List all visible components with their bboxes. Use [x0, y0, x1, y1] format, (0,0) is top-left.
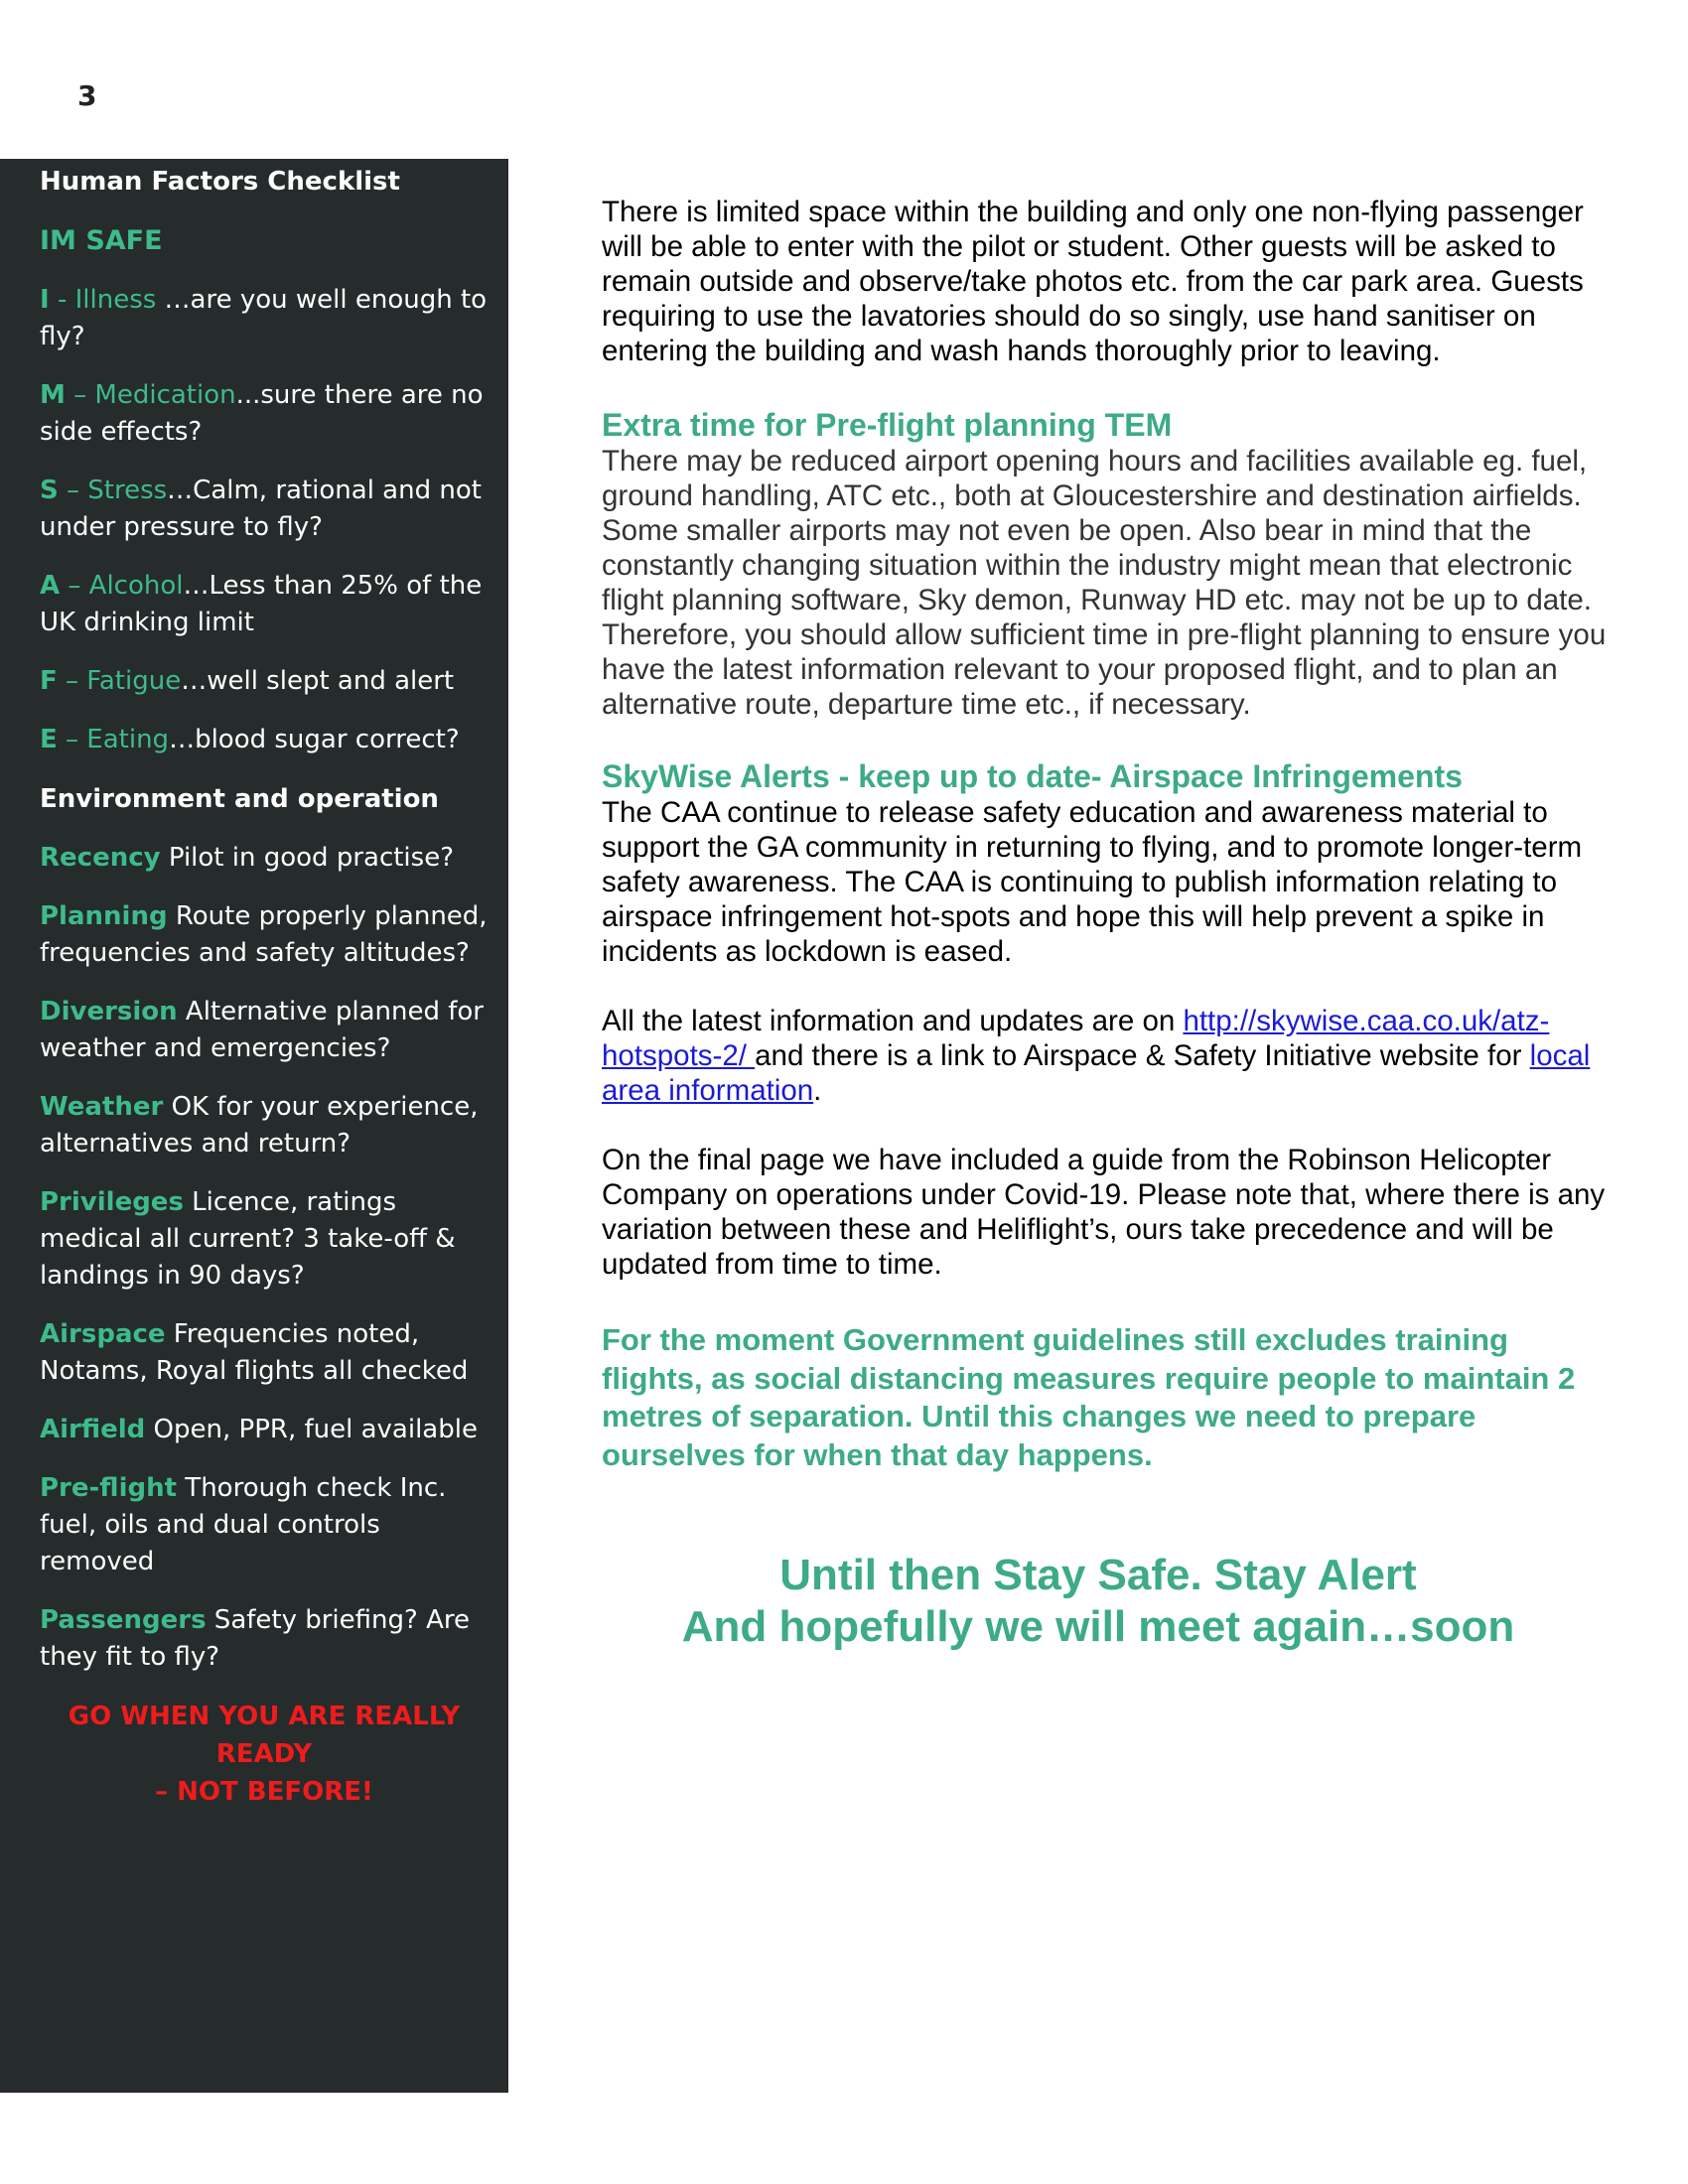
skywise-link[interactable]: http://skywise.caa.co.uk/atz-hotspots-2/ — [602, 1005, 1550, 1072]
environment-item: Planning Route properly planned, frequencies and safety altitudes? — [40, 901, 488, 968]
im-safe-list — [40, 282, 508, 758]
robinson-paragraph: On the final page we have included a guide from the Robinson Helicopter Company on operations under Covid-19. Please note that, where there is any variation between these and Heliflight’s, ours take precedence and will be updated from time to time. — [602, 1144, 1606, 1281]
environment-item: Weather OK for your experience, alternatives and return? — [40, 1092, 479, 1159]
warning-line: – NOT BEFORE! — [155, 1777, 373, 1807]
main-content — [602, 195, 1615, 1653]
environment-item: Privileges Licence, ratings medical all current? 3 take-off & landings in 90 days? — [40, 1187, 456, 1291]
im-safe-item: A – Alcohol…Less than 25% of the UK drinking limit — [40, 571, 483, 637]
im-safe-item: E – Eating…blood sugar correct? — [40, 725, 460, 754]
environment-item: Recency Pilot in good practise? — [40, 843, 454, 873]
environment-heading: Environment and operation — [40, 784, 439, 814]
warning-line: GO WHEN YOU ARE REALLY READY — [68, 1702, 461, 1769]
im-safe-item: I - Illness …are you well enough to fly? — [40, 285, 488, 351]
closing-line: And hopefully we will meet again…soon — [681, 1602, 1515, 1651]
environment-item: Diversion Alternative planned for weather and emergencies? — [40, 997, 484, 1063]
local-area-link[interactable]: local area information — [602, 1039, 1591, 1107]
human-factors-sidebar — [0, 159, 508, 2093]
intro-paragraph: There is limited space within the building and only one non-flying passenger will be able to enter with the pilot or student. Other guests will be asked to remain outside and observe/take photos etc. from the car park area. Guests requiring to use the lavatories should do so singly, use hand sanitiser on entering the building and wash hands thoroughly prior to leaving. — [602, 196, 1584, 367]
im-safe-item: F – Fatigue…well slept and alert — [40, 666, 455, 696]
environment-item: Pre-flight Thorough check Inc. fuel, oils and dual controls removed — [40, 1473, 447, 1576]
go-when-ready-warning — [40, 1698, 508, 1811]
section-title-skywise: SkyWise Alerts - keep up to date- Airspace Infringements — [602, 758, 1463, 794]
environment-list — [40, 840, 508, 1676]
im-safe-item: M – Medication...sure there are no side effects? — [40, 380, 484, 447]
environment-item: Airfield Open, PPR, fuel available — [40, 1415, 478, 1444]
guidelines-paragraph: For the moment Government guidelines still excludes training flights, as social distancing measures require people to maintain 2 metres of separation. Until this changes we need to prepare ourselves for when that day happens. — [602, 1322, 1576, 1472]
links-paragraph: All the latest information and updates are on http://skywise.caa.co.uk/atz-hotspots-2/ and there is a link to Airspace & Safety Initiative website for local area information. — [602, 1005, 1591, 1107]
closing-line: Until then Stay Safe. Stay Alert — [779, 1551, 1417, 1599]
section-body-preflight: There may be reduced airport opening hours and facilities available eg. fuel, ground handling, ATC etc., both at Gloucestershire and destination airfields. Some smaller airports may not even be open. Also bear in mind that the constantly changing situation within the industry might mean that electronic flight planning software, Sky demon, Runway HD etc. may not be up to date. Therefore, you should allow sufficient time in pre-flight planning to ensure you have the latest information relevant to your proposed flight, and to plan an alternative route, departure time etc., if necessary. — [602, 445, 1607, 721]
sidebar-title: Human Factors Checklist — [40, 167, 400, 197]
page-number: 3 — [77, 79, 97, 112]
environment-item: Airspace Frequencies noted, Notams, Royal flights all checked — [40, 1319, 469, 1386]
im-safe-item: S – Stress…Calm, rational and not under pressure to fly? — [40, 476, 482, 542]
closing-message — [602, 1550, 1615, 1653]
im-safe-heading: IM SAFE — [40, 225, 163, 256]
section-body-skywise: The CAA continue to release safety education and awareness material to support the GA community in returning to flying, and to promote longer-term safety awareness. The CAA is continuing to publish information relating to airspace infringement hot-spots and hope this will help prevent a spike in incidents as lockdown is eased. — [602, 796, 1583, 968]
environment-item: Passengers Safety briefing? Are they fit to fly? — [40, 1605, 470, 1672]
section-title-preflight: Extra time for Pre-flight planning TEM — [602, 407, 1173, 443]
